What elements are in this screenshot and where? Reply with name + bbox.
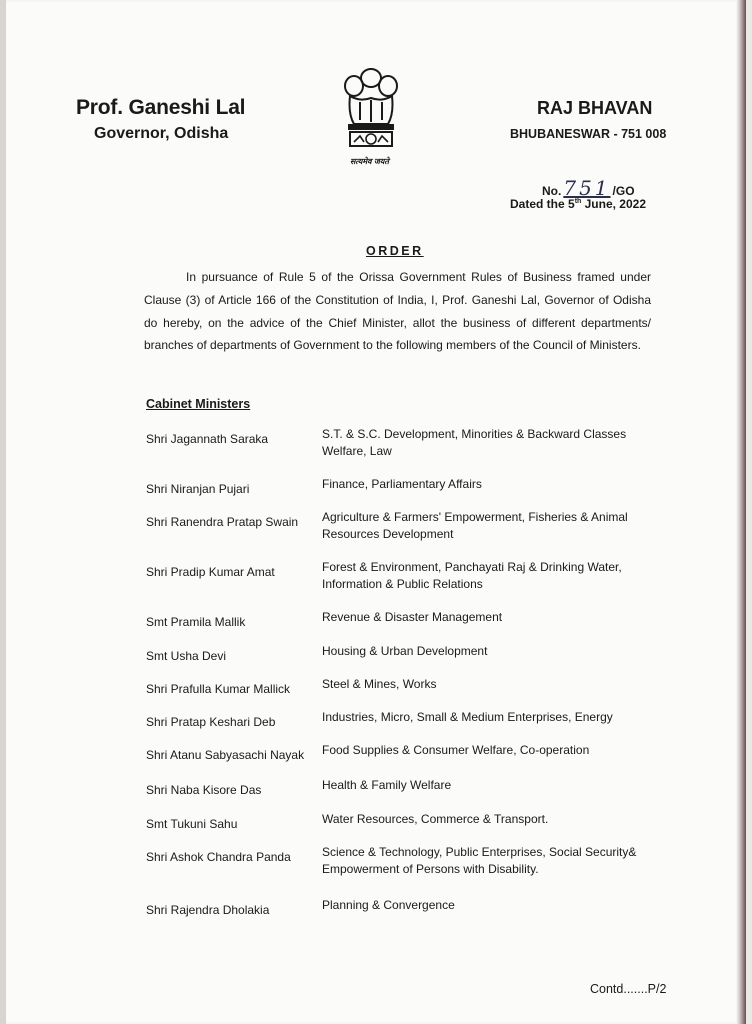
- minister-departments: Forest & Environment, Panchayati Raj & Drinking Water, Information & Public Relations: [322, 560, 622, 591]
- order-number-label: No.: [542, 184, 562, 198]
- minister-name: Shri Jagannath Saraka: [146, 432, 269, 446]
- governor-title: Governor, Odisha: [94, 125, 229, 142]
- minister-departments: S.T. & S.C. Development, Minorities & Backward Classes Welfare, Law: [322, 427, 627, 458]
- minister-departments: Science & Technology, Public Enterprises, Social Security& Empowerment of Persons with Disability.: [322, 845, 637, 876]
- minister-name: Smt Tukuni Sahu: [146, 817, 238, 831]
- minister-departments: Planning & Convergence: [322, 898, 455, 912]
- minister-departments: Housing & Urban Development: [322, 644, 488, 658]
- order-date-suffix: June, 2022: [581, 197, 647, 211]
- minister-name: Shri Pradip Kumar Amat: [146, 565, 275, 579]
- minister-departments: Industries, Micro, Small & Medium Enterprises, Energy: [322, 710, 613, 724]
- minister-departments: Food Supplies & Consumer Welfare, Co-operation: [322, 743, 590, 757]
- minister-name: Shri Ashok Chandra Panda: [146, 850, 291, 864]
- minister-name: Shri Niranjan Pujari: [146, 482, 250, 496]
- minister-departments: Agriculture & Farmers' Empowerment, Fisheries & Animal Resources Development: [322, 510, 628, 541]
- order-paragraph: In pursuance of Rule 5 of the Orissa Government Rules of Business framed under Clause (3) of Article 166 of the Constitution of India, I, Prof. Ganeshi Lal, Governor of Odisha do hereby, on the advice of the Chief Minister, allot the business of different departments/ branches of departments of Government to the following members of the Council of Ministers.: [144, 270, 651, 353]
- minister-name: Shri Prafulla Kumar Mallick: [146, 682, 291, 696]
- order-date-ordinal: th: [574, 198, 582, 205]
- minister-name: Shri Rajendra Dholakia: [146, 903, 270, 917]
- minister-name: Shri Ranendra Pratap Swain: [146, 515, 299, 529]
- scan-edge-right: [736, 0, 746, 1024]
- office-name: RAJ BHAVAN: [537, 98, 653, 118]
- national-emblem-icon: [336, 62, 406, 170]
- office-address: BHUBANESWAR - 751 008: [510, 127, 667, 141]
- minister-departments: Health & Family Welfare: [322, 778, 452, 792]
- order-date-prefix: Dated the 5: [510, 197, 575, 211]
- minister-departments: Steel & Mines, Works: [322, 677, 437, 691]
- minister-name: Smt Pramila Mallik: [146, 615, 246, 629]
- order-title: ORDER: [366, 244, 424, 258]
- minister-departments: Revenue & Disaster Management: [322, 610, 503, 624]
- order-number-suffix: /GO: [612, 184, 635, 198]
- continued-note: Contd.......P/2: [590, 982, 667, 996]
- minister-departments: Finance, Parliamentary Affairs: [322, 477, 482, 491]
- minister-name: Shri Atanu Sabyasachi Nayak: [146, 748, 305, 762]
- minister-departments: Water Resources, Commerce & Transport.: [322, 812, 549, 826]
- minister-name: Shri Naba Kisore Das: [146, 783, 262, 797]
- cabinet-heading: Cabinet Ministers: [146, 397, 251, 411]
- order-date: [510, 197, 646, 211]
- order-number-handwritten: 751: [563, 176, 611, 200]
- governor-name: Prof. Ganeshi Lal: [76, 96, 246, 119]
- emblem-motto: सत्यमेव जयते: [350, 157, 389, 166]
- minister-name: Smt Usha Devi: [146, 649, 227, 663]
- minister-name: Shri Pratap Keshari Deb: [146, 715, 276, 729]
